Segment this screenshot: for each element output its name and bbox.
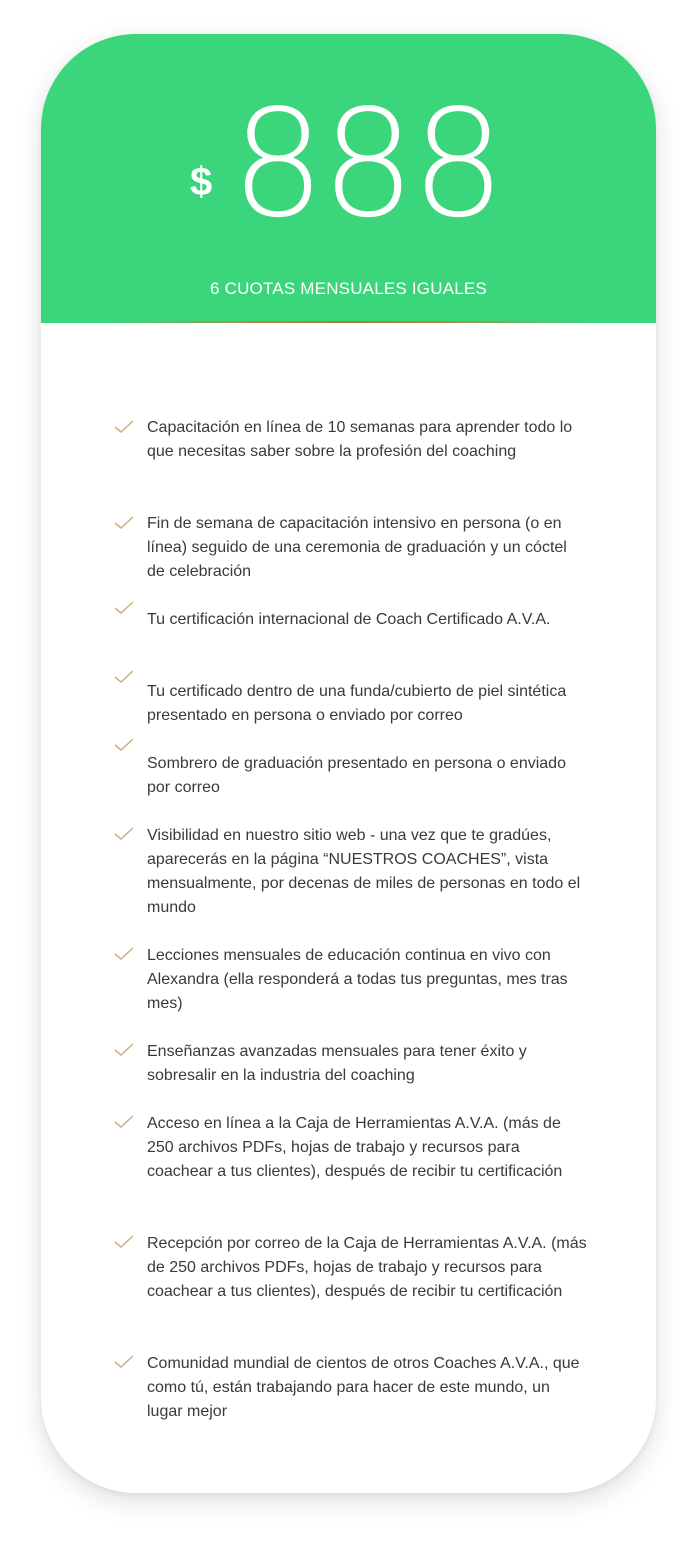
check-icon [114, 1115, 134, 1129]
feature-text: Acceso en línea a la Caja de Herramientas A.V.A. (más de 250 archivos PDFs, hojas de trabajo y recursos para coachear a tus clientes), después de recibir tu certificación [147, 1115, 563, 1180]
feature-text: Capacitación en línea de 10 semanas para aprender todo lo que necesitas saber sobre la profesión del coaching [147, 419, 573, 460]
feature-text: Sombrero de graduación presentado en persona o enviado por correo [147, 755, 566, 796]
feature-text: Lecciones mensuales de educación continua en vivo con Alexandra (ella responderá a todas tus preguntas, mes tras mes) [147, 947, 568, 1012]
feature-text: Tu certificado dentro de una funda/cubierto de piel sintética presentado en persona o enviado por correo [147, 683, 567, 724]
check-icon [114, 516, 134, 530]
feature-text: Tu certificación internacional de Coach Certificado A.V.A. [147, 611, 551, 628]
feature-text: Fin de semana de capacitación intensivo en persona (o en línea) seguido de una ceremonia de graduación y un cóctel de celebración [147, 515, 567, 580]
check-icon [114, 1043, 134, 1057]
check-icon [114, 827, 134, 841]
check-icon [114, 738, 134, 752]
check-icon [114, 420, 134, 434]
check-icon [114, 670, 134, 684]
feature-text: Visibilidad en nuestro sitio web - una vez que te gradúes, aparecerás en la página “NUESTROS COACHES”, vista mensualmente, por decenas de miles de personas en todo el mundo [147, 827, 581, 916]
check-icon [114, 601, 134, 615]
feature-text: Comunidad mundial de cientos de otros Coaches A.V.A., que como tú, están trabajando para hacer de este mundo, un lugar mejor [147, 1355, 580, 1420]
check-icon [114, 1235, 134, 1249]
pricing-card [41, 34, 656, 1493]
feature-list [41, 34, 656, 1493]
price-amount: 888 [231, 78, 502, 250]
feature-text: Recepción por correo de la Caja de Herramientas A.V.A. (más de 250 archivos PDFs, hojas de trabajo y recursos para coachear a tus clientes), después de recibir tu certificación [147, 1235, 587, 1300]
check-icon [114, 947, 134, 961]
feature-text: Enseñanzas avanzadas mensuales para tener éxito y sobresalir en la industria del coaching [147, 1043, 527, 1084]
check-icon [114, 1355, 134, 1369]
currency-symbol: $ [190, 160, 213, 204]
installments-label: 6 CUOTAS MENSUALES IGUALES [210, 279, 487, 298]
